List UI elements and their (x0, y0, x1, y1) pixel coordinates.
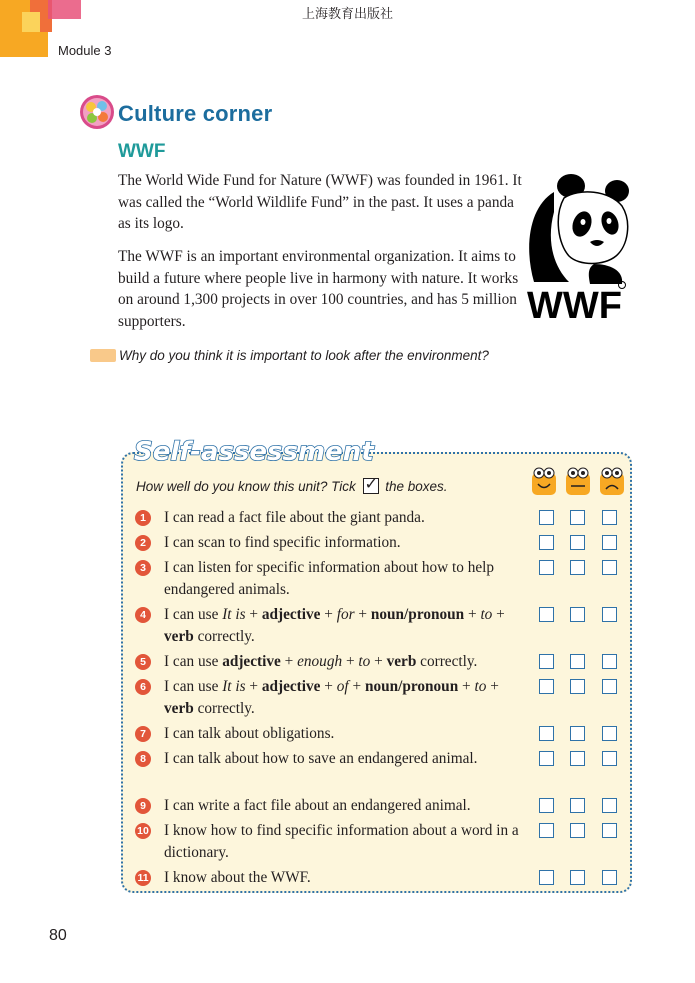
checkbox-know-well[interactable] (539, 560, 554, 575)
self-assessment-title (130, 430, 374, 470)
checkbox-know-well[interactable] (539, 510, 554, 525)
publisher-name: 上海教育出版社 (301, 7, 393, 22)
checkbox-need-help[interactable] (602, 798, 617, 813)
item-text: I can talk about how to save an endangered animal. (164, 750, 478, 767)
checkbox-know-well[interactable] (539, 870, 554, 885)
item-number: 4 (135, 607, 151, 623)
item-number: 6 (135, 679, 151, 695)
checkbox-know-ok[interactable] (570, 560, 585, 575)
module-label: Module 3 (58, 43, 112, 58)
instruction-after: the boxes. (385, 479, 448, 494)
checkbox-know-well[interactable] (539, 751, 554, 766)
checkbox-know-ok[interactable] (570, 726, 585, 741)
checkbox-know-ok[interactable] (570, 535, 585, 550)
checkbox-need-help[interactable] (602, 870, 617, 885)
item-text: I can talk about obligations. (164, 725, 335, 742)
checkbox-need-help[interactable] (602, 751, 617, 766)
item-text: I can use It is + adjective + for + noun/pronoun + to + verb correctly. (164, 606, 505, 646)
checkbox-know-well[interactable] (539, 607, 554, 622)
checkbox-know-well[interactable] (539, 535, 554, 550)
checkbox-know-well[interactable] (539, 823, 554, 838)
checkbox-need-help[interactable] (602, 726, 617, 741)
checkbox-know-ok[interactable] (570, 870, 585, 885)
item-text: I can write a fact file about an endangered animal. (164, 797, 471, 814)
article-heading: WWF (118, 141, 166, 162)
item-number: 3 (135, 560, 151, 576)
checkbox-know-well[interactable] (539, 798, 554, 813)
wwf-logo-text: WWF (527, 285, 622, 327)
rating-faces (530, 467, 626, 497)
checkbox-need-help[interactable] (602, 823, 617, 838)
checkbox-know-ok[interactable] (570, 751, 585, 766)
instruction (136, 474, 448, 494)
checkbox-know-ok[interactable] (570, 679, 585, 694)
item-number: 5 (135, 654, 151, 670)
instruction-before: How well do you know this unit? Tick (136, 479, 356, 494)
checkbox-need-help[interactable] (602, 679, 617, 694)
checkbox-know-ok[interactable] (570, 823, 585, 838)
sad-face-icon (600, 468, 624, 495)
item-text: I can use It is + adjective + of + noun/pronoun + to + verb correctly. (164, 678, 499, 718)
section-title: Culture corner (118, 101, 273, 126)
discussion-question: Why do you think it is important to look after the environment? (119, 348, 489, 363)
paragraph-2: The WWF is an important environmental organization. It aims to build a future where people live in harmony with nature. It works on around 1,300 projects in over 100 countries, and has 5 million supporters. (118, 248, 519, 331)
checkbox-know-well[interactable] (539, 679, 554, 694)
wwf-panda-logo (524, 172, 634, 327)
item-number: 8 (135, 751, 151, 767)
checkbox-know-ok[interactable] (570, 510, 585, 525)
page-number: 80 (49, 927, 67, 944)
item-text: I can scan to find specific information. (164, 534, 401, 551)
item-text: I know how to find specific information about a word in a dictionary. (164, 822, 519, 862)
item-number: 7 (135, 726, 151, 742)
question-marker (90, 349, 116, 362)
item-text: I know about the WWF. (164, 869, 311, 886)
happy-face-icon (532, 468, 556, 495)
checkbox-know-well[interactable] (539, 726, 554, 741)
checkbox-know-ok[interactable] (570, 654, 585, 669)
item-number: 1 (135, 510, 151, 526)
checkbox-need-help[interactable] (602, 510, 617, 525)
culture-corner-globe-icon (79, 94, 115, 130)
item-number: 9 (135, 798, 151, 814)
checkbox-need-help[interactable] (602, 607, 617, 622)
checkbox-know-well[interactable] (539, 654, 554, 669)
self-assessment-title-text: Self-assessment (134, 437, 374, 467)
item-text: I can read a fact file about the giant panda. (164, 509, 425, 526)
item-number: 10 (135, 823, 151, 839)
item-number: 2 (135, 535, 151, 551)
item-text: I can use adjective + enough + to + verb correctly. (164, 653, 478, 670)
paragraph-1: The World Wide Fund for Nature (WWF) was founded in 1961. It was called the “World Wildlife Fund” in the past. It uses a panda as its logo. (118, 172, 522, 233)
checkbox-need-help[interactable] (602, 654, 617, 669)
checkbox-know-ok[interactable] (570, 798, 585, 813)
checkbox-know-ok[interactable] (570, 607, 585, 622)
item-number: 11 (135, 870, 151, 886)
checkbox-need-help[interactable] (602, 560, 617, 575)
neutral-face-icon (566, 468, 590, 495)
checkbox-need-help[interactable] (602, 535, 617, 550)
item-text: I can listen for specific information about how to help endangered animals. (164, 559, 495, 599)
tick-icon: ✓ (364, 474, 378, 493)
